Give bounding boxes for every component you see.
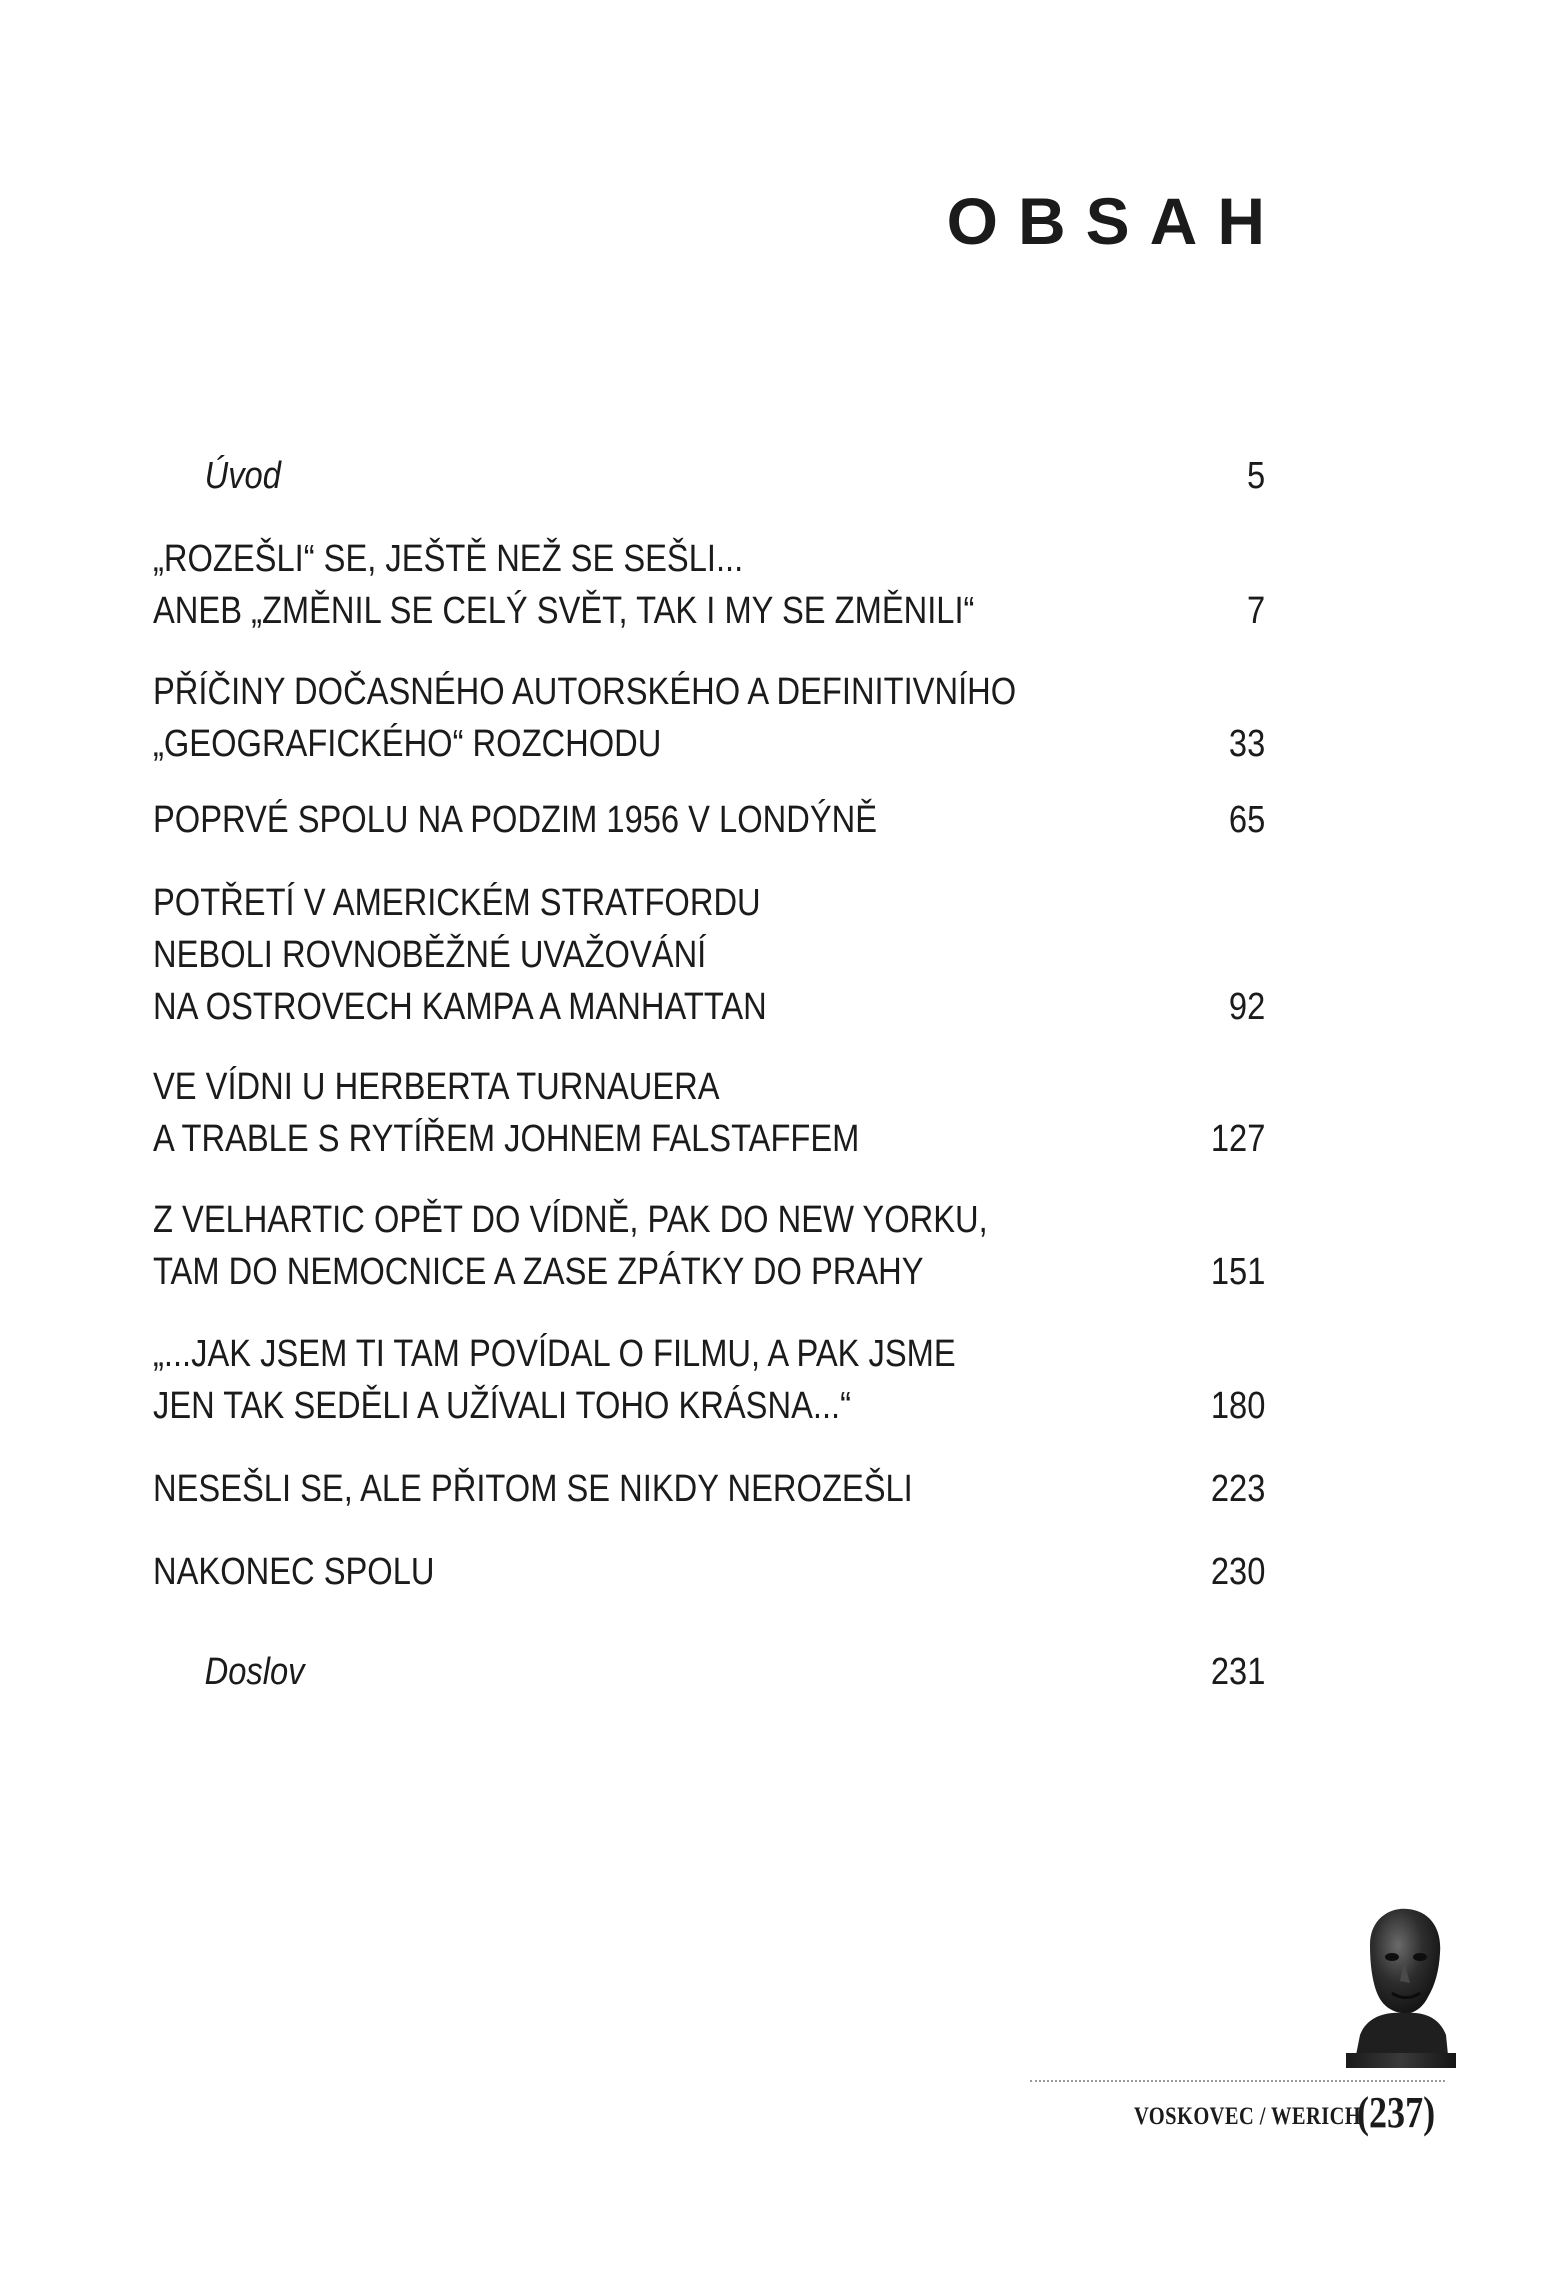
toc-entry-line: POPRVÉ SPOLU NA PODZIM 1956 V LONDÝNĚ xyxy=(153,799,878,841)
toc-entry-doslov xyxy=(153,1646,1265,1698)
toc-entry-title xyxy=(153,533,974,637)
toc-entry-line: Úvod xyxy=(204,455,281,497)
toc-entry xyxy=(153,1546,1265,1598)
toc-entry-page: 180 xyxy=(1210,1385,1265,1427)
toc-entry-line: Z VELHARTIC OPĚT DO VÍDNĚ, PAK DO NEW YORKU, xyxy=(153,1199,988,1241)
toc-entry-uvod xyxy=(153,450,1265,502)
toc-entry-page: 33 xyxy=(1228,723,1265,765)
toc-entry-line: A TRABLE S RYTÍŘEM JOHNEM FALSTAFFEM xyxy=(153,1118,860,1160)
toc-entry-page: 7 xyxy=(1246,590,1265,632)
toc-entry-page: 151 xyxy=(1210,1251,1265,1293)
toc-entry-page: 127 xyxy=(1210,1118,1265,1160)
toc-entry xyxy=(153,1328,1265,1432)
toc-entry-page: 5 xyxy=(1246,455,1265,497)
toc-entry-line: „ROZEŠLI“ SE, JEŠTĚ NEŽ SE SEŠLI... xyxy=(153,538,744,580)
toc-entry-line: NA OSTROVECH KAMPA A MANHATTAN xyxy=(153,986,767,1028)
toc-entry xyxy=(153,794,1265,846)
toc-entry-page: 65 xyxy=(1228,799,1265,841)
footer-authors: VOSKOVEC / WERICH xyxy=(1134,2103,1362,2130)
toc-entry xyxy=(153,666,1265,770)
toc-entry-line: POTŘETÍ V AMERICKÉM STRATFORDU xyxy=(153,882,761,924)
footer-divider xyxy=(1030,2080,1445,2082)
toc-entry-page: 231 xyxy=(1210,1651,1265,1693)
toc-entry-line: Doslov xyxy=(204,1651,305,1693)
toc-entry-line: ANEB „ZMĚNIL SE CELÝ SVĚT, TAK I MY SE ZMĚNILI“ xyxy=(153,590,975,632)
toc-entry-line: TAM DO NEMOCNICE A ZASE ZPÁTKY DO PRAHY xyxy=(153,1251,924,1293)
toc-entry-line: PŘÍČINY DOČASNÉHO AUTORSKÉHO A DEFINITIVNÍHO xyxy=(153,671,1017,713)
toc-entry xyxy=(153,877,1265,1033)
toc-entry-title xyxy=(153,1646,304,1698)
page-title: OBSAH xyxy=(946,184,1285,258)
toc-entry-line: VE VÍDNI U HERBERTA TURNAUERA xyxy=(153,1066,720,1108)
toc-entry-title xyxy=(153,877,767,1033)
toc-entry-title xyxy=(153,1328,956,1432)
page-number: (237) xyxy=(1357,2088,1436,2137)
toc-entry-title xyxy=(153,450,281,502)
toc-entry-page: 92 xyxy=(1228,986,1265,1028)
toc-entry-page: 223 xyxy=(1210,1468,1265,1510)
toc-entry-page: 230 xyxy=(1210,1551,1265,1593)
toc-entry-line: NAKONEC SPOLU xyxy=(153,1551,435,1593)
toc-entry-title xyxy=(153,1463,913,1515)
toc-entry xyxy=(153,533,1265,637)
toc-entry xyxy=(153,1463,1265,1515)
toc-entry-title xyxy=(153,666,1016,770)
toc-entry xyxy=(153,1194,1265,1298)
toc-entry-title xyxy=(153,1546,434,1598)
toc-entry xyxy=(153,1061,1265,1165)
toc-entry-line: „...JAK JSEM TI TAM POVÍDAL O FILMU, A PAK JSME xyxy=(153,1333,956,1375)
toc-entry-line: JEN TAK SEDĚLI A UŽÍVALI TOHO KRÁSNA...“ xyxy=(153,1385,851,1427)
bust-image xyxy=(1340,1905,1460,2070)
toc-entry-title xyxy=(153,1061,859,1165)
toc-entry-title xyxy=(153,794,877,846)
toc-entry-line: NESEŠLI SE, ALE PŘITOM SE NIKDY NEROZEŠLI xyxy=(153,1468,913,1510)
toc-entry-line: „GEOGRAFICKÉHO“ ROZCHODU xyxy=(153,723,662,765)
toc-entry-line: NEBOLI ROVNOBĚŽNÉ UVAŽOVÁNÍ xyxy=(153,934,707,976)
toc-entry-title xyxy=(153,1194,988,1298)
